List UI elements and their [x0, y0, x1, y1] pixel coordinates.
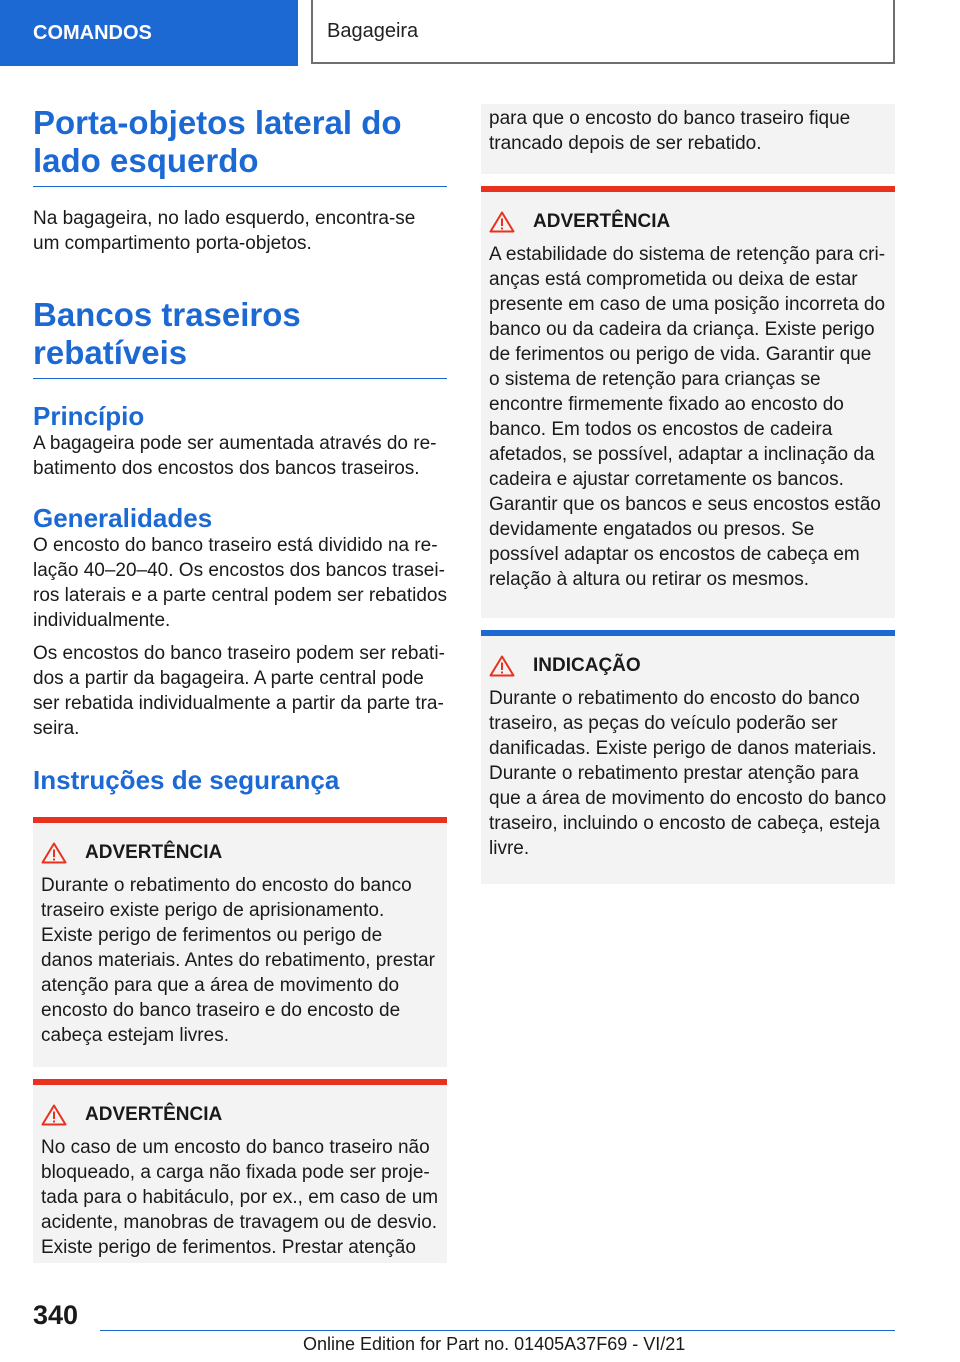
warning-box-2: [33, 1079, 447, 1263]
warning-title-text: ADVERTÊNCIA: [85, 1104, 223, 1125]
note-box: [481, 630, 895, 884]
note-title-text: INDICAÇÃO: [533, 655, 641, 676]
page-header: [0, 0, 960, 66]
warning-title-text: ADVERTÊNCIA: [85, 842, 223, 863]
warning-triangle-icon: [41, 1104, 67, 1126]
heading-generalidades: Generalidades: [33, 503, 213, 533]
chapter-title: Bagageira: [311, 0, 895, 64]
warning-box-1: [33, 817, 447, 1067]
note-text: Durante o rebatimento do encosto do banco traseiro, as peças do veículo poderão ser danificadas. Existe perigo de danos materiais. Durante o rebatimento prestar atenção para que a área de movimento do encosto do banco traseiro, incluindo o encosto de cabeça, esteja livre.: [489, 688, 887, 859]
warning-box-3: [481, 186, 895, 618]
edition-info: Online Edition for Part no. 01405A37F69 - VI/21: [303, 1334, 686, 1354]
warning-box-2-continued: [481, 104, 895, 174]
right-column: [481, 104, 895, 884]
heading-instrucoes-seguranca: Instruções de segurança: [33, 765, 340, 795]
note-title: [481, 636, 895, 678]
warning-triangle-icon: [41, 842, 67, 864]
warning-text: Durante o rebatimento do encosto do banco traseiro existe perigo de aprisionamento. Existe perigo de ferimentos ou perigo de danos materiais. Antes do rebatimento, prestar atenção para que a área de movimento do encosto do banco traseiro e do encosto de cabeça estejam livres.: [41, 875, 435, 1046]
warning-text-continued: para que o encosto do banco traseiro fique trancado depois de ser rebatido.: [489, 108, 851, 154]
text-porta-objetos: Na bagageira, no lado esquerdo, encontra-se um compartimento porta-objetos.: [33, 208, 416, 254]
warning-triangle-icon: [489, 655, 515, 677]
section-tab: COMANDOS: [0, 0, 298, 66]
heading-principio: Princípio: [33, 401, 145, 431]
warning-title: [481, 192, 895, 234]
left-column: [33, 104, 447, 1263]
warning-text: A estabilidade do sistema de retenção para crianças está comprometida ou deixa de estar presente em caso de uma posição incorreta do banco ou da cadeira da criança. Existe perigo de ferimentos ou perigo de vida. Garantir que o sistema de retenção para crianças se encontre firmemente fixado ao encosto do banco. Em todos os encostos de cadeira afetados, se possível, adaptar a inclinação da cadeira e ajustar corretamente os bancos. Garantir que os bancos e seus encostos estão devidamente engatados ou presos. Se possível adaptar os encostos de cabeça em relação à altura ou retirar os mesmos.: [489, 244, 886, 590]
text-generalidades-2: Os encostos do banco traseiro podem ser rebatidos a partir da bagageira. A parte central pode ser rebatida individualmente a partir da parte traseira.: [33, 643, 445, 739]
warning-title-text: ADVERTÊNCIA: [533, 211, 671, 232]
warning-triangle-icon: [489, 211, 515, 233]
heading-bancos-traseiros: Bancos traseiros rebatíveis: [33, 296, 447, 379]
text-generalidades-1: O encosto do banco traseiro está dividido na relação 40–20–40. Os encostos dos bancos traseiros laterais e a parte central podem ser rebatidos individualmente.: [33, 535, 447, 631]
text-principio: A bagageira pode ser aumentada através do rebatimento dos encostos dos bancos traseiros.: [33, 433, 437, 479]
footer-divider: [100, 1330, 895, 1331]
page-number: 340: [33, 1300, 79, 1330]
warning-text: No caso de um encosto do banco traseiro não bloqueado, a carga não fixada pode ser projetada para o habitáculo, por ex., em caso de um acidente, manobras de travagem ou de desvio. Existe perigo de ferimentos. Prestar atenção: [41, 1137, 439, 1258]
warning-title: [33, 823, 447, 865]
warning-title: [33, 1085, 447, 1127]
heading-porta-objetos: Porta-objetos lateral do lado esquerdo: [33, 104, 447, 187]
